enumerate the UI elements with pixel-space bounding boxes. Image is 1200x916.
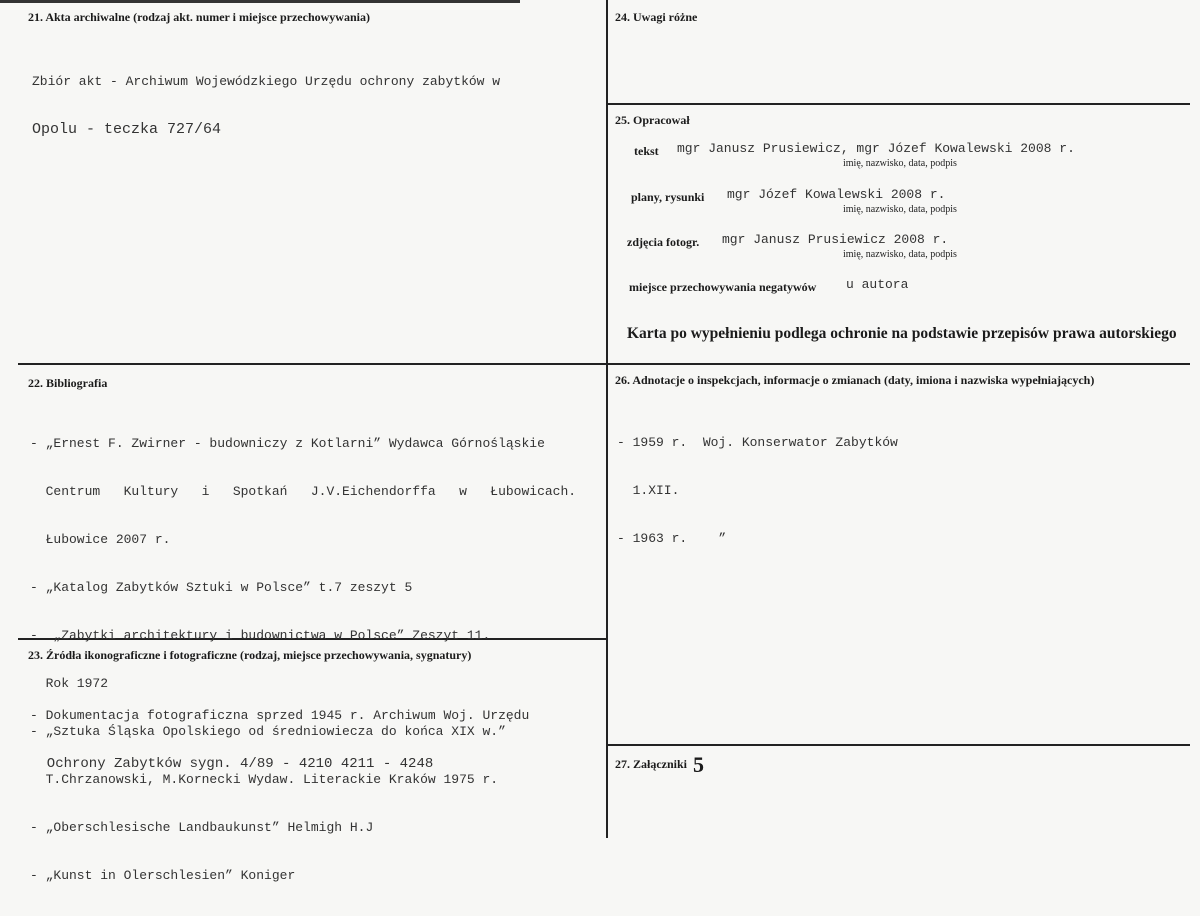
section-26-content (617, 403, 898, 579)
bibliography-line: - „Sztuka Śląska Opolskiego od średniowiecza do końca XIX w.” (30, 724, 506, 739)
copyright-notice: Karta po wypełnieniu podlega ochronie na podstawie przepisów prawa autorskiego (627, 325, 1177, 342)
zdjecia-label: zdjęcia fotogr. (627, 235, 700, 249)
bibliography-line: Centrum Kultury i Spotkań J.V.Eichendorffa w Łubowicach. (30, 484, 577, 499)
zdjecia-caption: imię, nazwisko, data, podpis (843, 249, 957, 260)
plany-label: plany, rysunki (631, 190, 705, 204)
section-25-header: 25. Opracował (615, 113, 690, 127)
section-24-header: 24. Uwagi różne (615, 10, 698, 24)
center-divider (606, 0, 608, 838)
section-27-header (615, 752, 704, 778)
section-21-content (32, 42, 500, 170)
bibliography-line: - „Katalog Zabytków Sztuki w Polsce” t.7 zeszyt 5 (30, 580, 413, 595)
plany-value: mgr Józef Kowalewski 2008 r. (727, 187, 946, 202)
bibliography-line: - „Oberschlesische Landbaukunst” Helmigh H.J (30, 820, 374, 835)
section-23-header: 23. Źródła ikonograficzne i fotograficzne (rodzaj, miejsce przechowywania, sygnatury) (28, 648, 472, 662)
negatywy-label: miejsce przechowywania negatywów (629, 280, 817, 294)
section-23-line: Ochrony Zabytków sygn. 4/89 - 4210 4211 - 4248 (30, 756, 434, 772)
bibliography-line: Rok 1972 (30, 676, 109, 691)
divider-right-25-26 (608, 363, 1190, 365)
inspection-line: - 1959 r. Woj. Konserwator Zabytków (617, 435, 898, 450)
divider-right-24-25 (608, 103, 1190, 105)
tekst-caption: imię, nazwisko, data, podpis (843, 158, 957, 169)
section-21-line: Opolu - teczka 727/64 (32, 121, 222, 138)
section-21-line: Zbiór akt - Archiwum Wojewódzkiego Urzędu ochrony zabytków w (32, 74, 501, 89)
bibliography-line: - „Kunst in Olerschlesien” Koniger (30, 868, 296, 883)
bibliography-line: - „Ernest F. Zwirner - budowniczy z Kotlarni” Wydawca Górnośląskie (30, 436, 545, 451)
inspection-line: 1.XII. (617, 483, 680, 498)
divider-left-21-22 (18, 363, 606, 365)
tekst-value: mgr Janusz Prusiewicz, mgr Józef Kowalewski 2008 r. (677, 141, 1075, 156)
bibliography-line: T.Chrzanowski, M.Kornecki Wydaw. Literackie Kraków 1975 r. (30, 772, 499, 787)
attachments-count: 5 (693, 752, 705, 777)
inspection-line: - 1963 r. ” (617, 531, 727, 546)
bibliography-line: Łubowice 2007 r. (30, 532, 171, 547)
plany-caption: imię, nazwisko, data, podpis (843, 204, 957, 215)
divider-right-26-27 (608, 744, 1190, 746)
negatywy-value: u autora (846, 277, 909, 292)
section-26-header: 26. Adnotacje o inspekcjach, informacje o zmianach (daty, imiona i nazwiska wypełniających) (615, 373, 1095, 387)
section-23-line: - Dokumentacja fotograficzna sprzed 1945 r. Archiwum Woj. Urzędu (30, 708, 530, 723)
section-23-content (30, 676, 529, 804)
section-21-header: 21. Akta archiwalne (rodzaj akt. numer i miejsce przechowywania) (28, 10, 370, 24)
section-22-header: 22. Bibliografia (28, 376, 108, 390)
bibliography-line: - „Zabytki architektury i budownictwa w Polsce” Zeszyt 11. (30, 628, 491, 643)
zdjecia-value: mgr Janusz Prusiewicz 2008 r. (722, 232, 949, 247)
tekst-label: tekst (634, 144, 659, 158)
scan-top-edge (0, 0, 520, 3)
section-27-label: 27. Załączniki (615, 757, 688, 771)
